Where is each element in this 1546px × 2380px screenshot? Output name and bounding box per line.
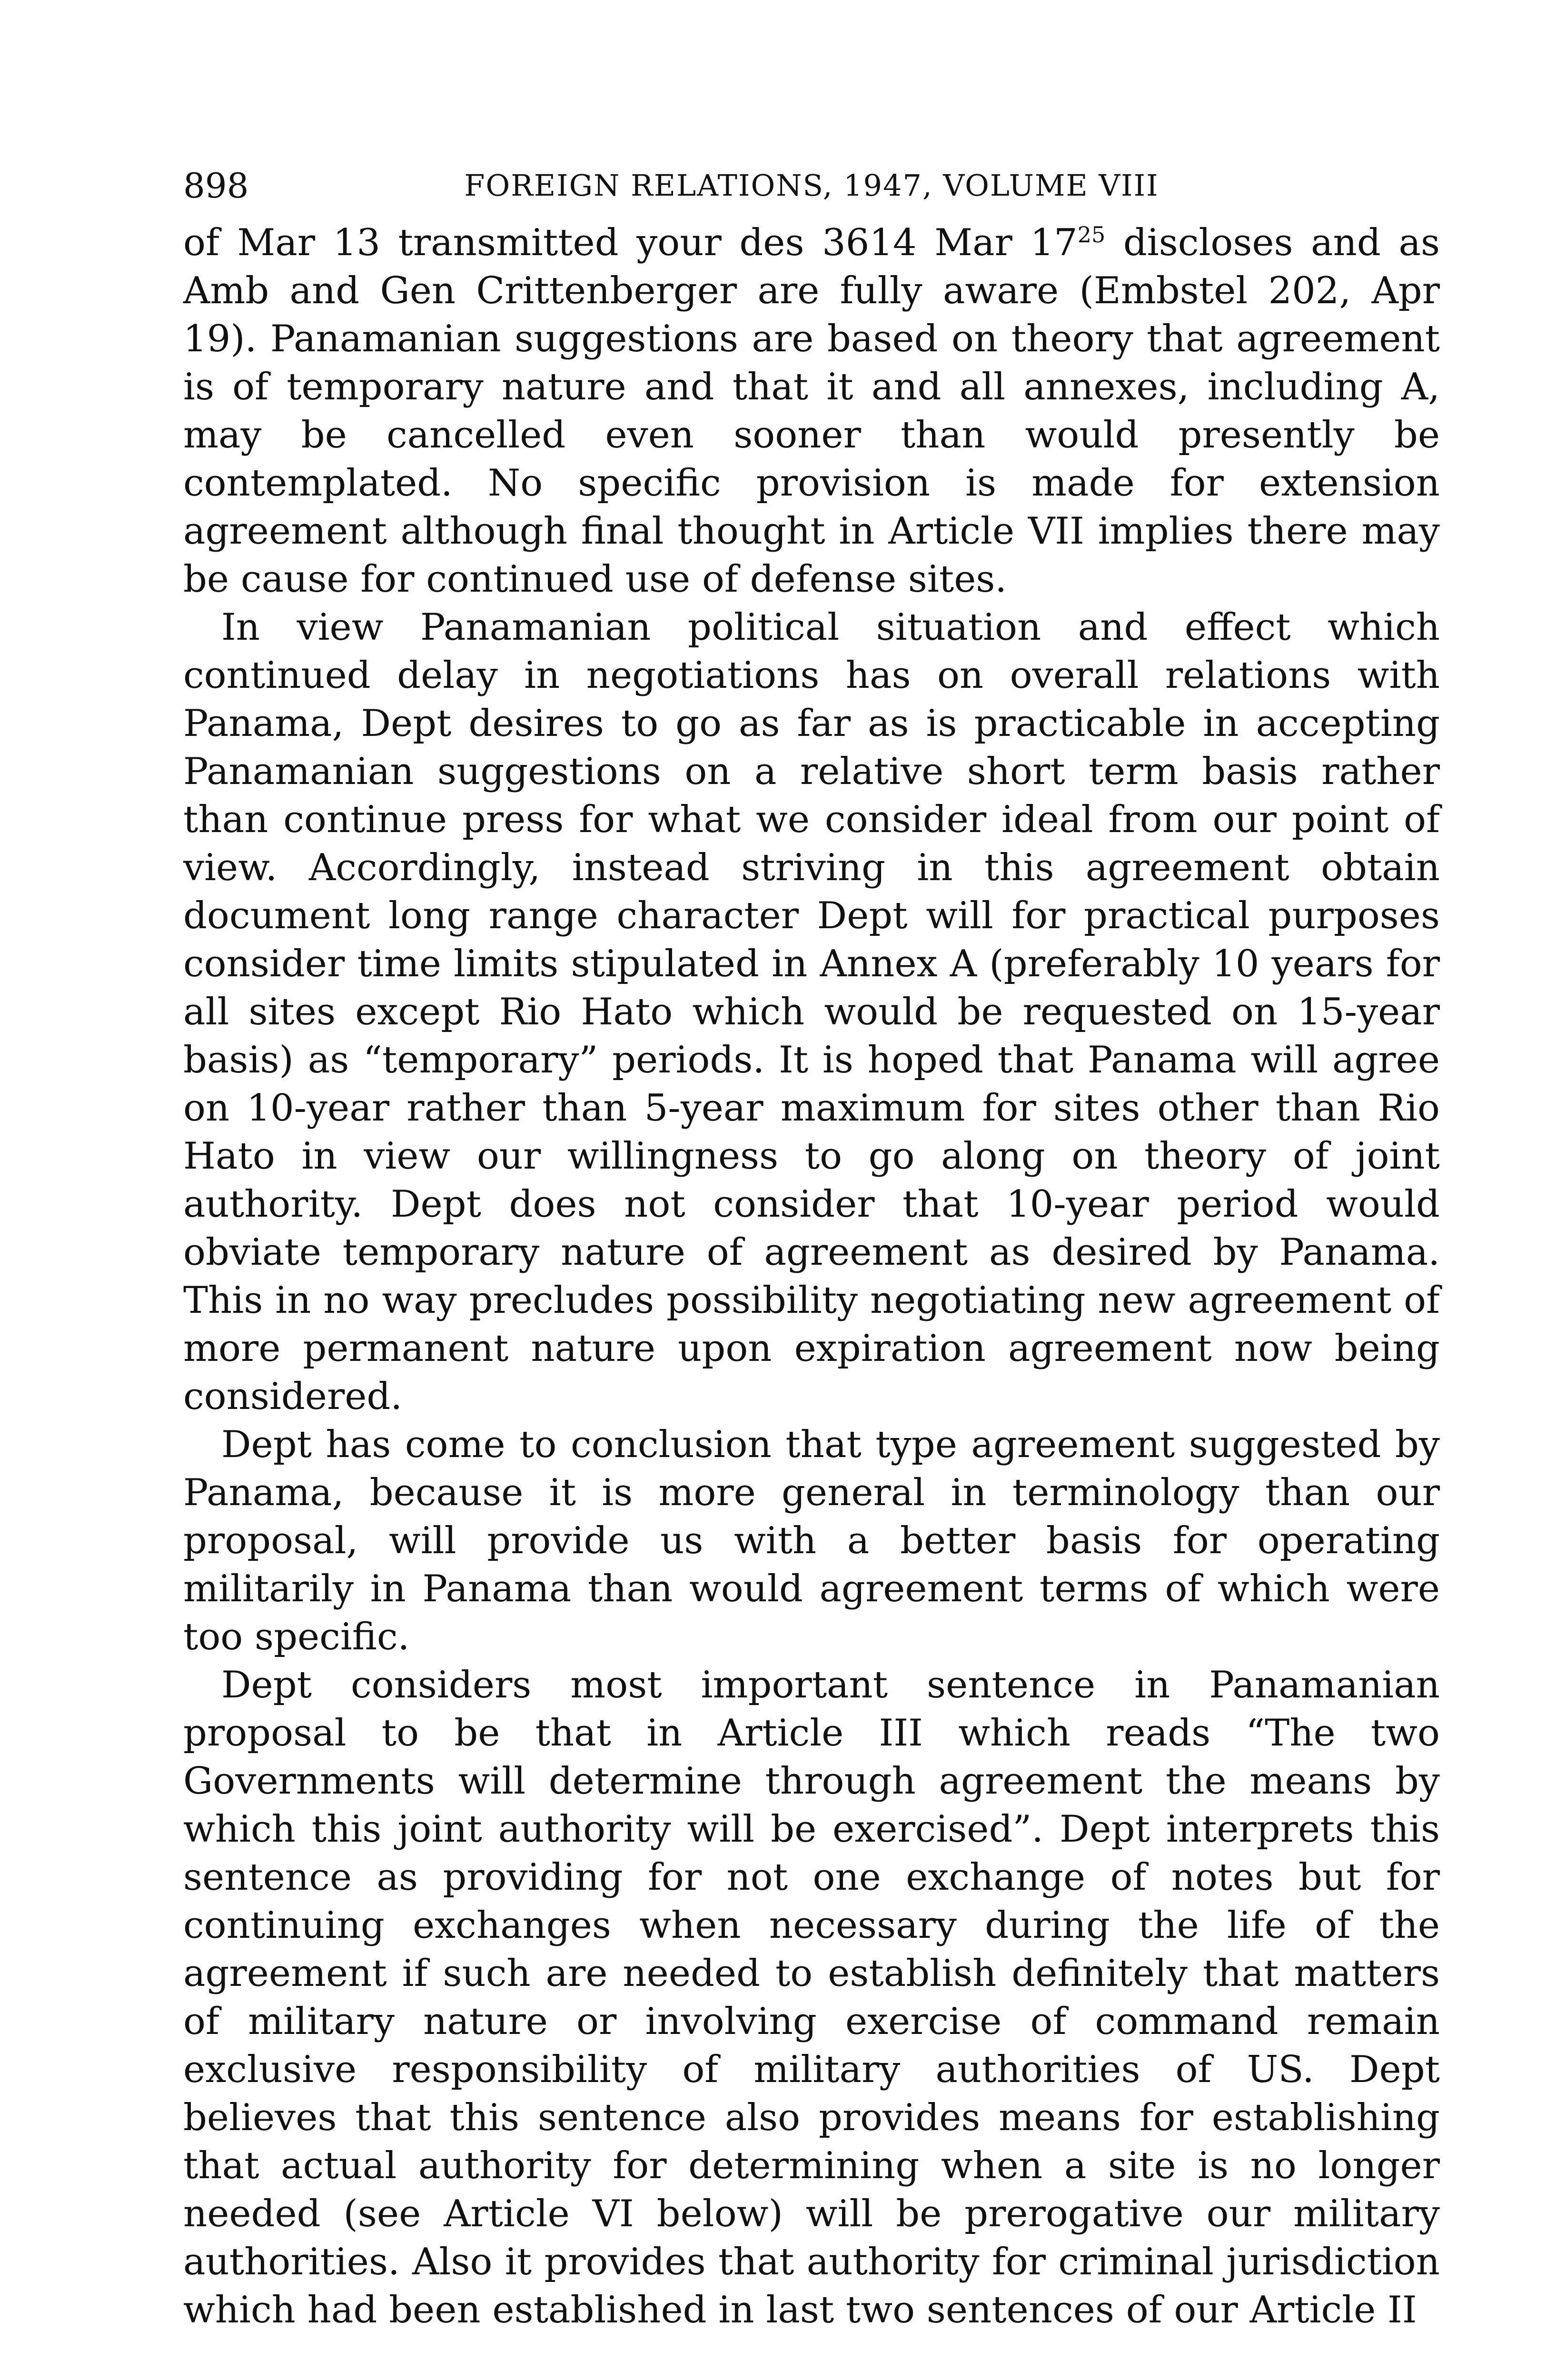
paragraph-1-text-a: of Mar 13 transmitted your des 3614 Mar 17 <box>183 221 1078 264</box>
paragraph-4: Dept considers most important sentence in Panamanian proposal to be that in Article III which reads “The two Governments will determine through agreement the means by which this joint authority will be exercised”. Dept interprets this sentence as providing for not one exchange of notes but for continuing exchanges when necessary during the life of the agreement if such are needed to establish definitely that matters of military nature or involving exercise of command remain exclusive responsibility of military authorities of US. Dept believes that this sentence also provides means for establishing that actual authority for determining when a site is no longer needed (see Article VI below) will be prerogative our military authorities. Also it provides that authority for criminal jurisdiction which had been established in last two sentences of our Article II <box>183 1664 1440 2331</box>
paragraph-1-text-b: discloses and as Amb and Gen Crittenberger are fully aware (Embstel 202, Apr 19). Panamanian suggestions are based on theory that agreement is of temporary nature and that it and all annexes, including A, may be cancelled even sooner than would presently be contemplated. No specific provision is made for extension agreement although final thought in Article VII implies there may be cause for continued use of defense sites. <box>183 221 1440 601</box>
document-page <box>183 157 1440 2334</box>
paragraph-3: Dept has come to conclusion that type agreement suggested by Panama, because it is more general in terminology than our proposal, will provide us with a better basis for operating militarily in Panama than would agreement terms of which were too specific. <box>183 1423 1440 1658</box>
page-header <box>183 157 1440 214</box>
paragraph-2: In view Panamanian political situation and effect which continued delay in negotiations has on overall relations with Panama, Dept desires to go as far as is practicable in accepting Panamanian suggestions on a relative short term basis rather than continue press for what we consider ideal from our point of view. Accordingly, instead striving in this agreement obtain document long range character Dept will for practical purposes consider time limits stipulated in Annex A (preferably 10 years for all sites except Rio Hato which would be requested on 15-year basis) as “temporary” periods. It is hoped that Panama will agree on 10-year rather than 5-year maximum for sites other than Rio Hato in view our willingness to go along on theory of joint authority. Dept does not consider that 10-year period would obviate temporary nature of agreement as desired by Panama. This in no way precludes possibility negotiating new agreement of more permanent nature upon expiration agreement now being considered. <box>183 606 1440 1418</box>
footnote-reference: 25 <box>1077 222 1106 248</box>
page-number: 898 <box>183 166 249 206</box>
running-head: FOREIGN RELATIONS, 1947, VOLUME VIII <box>464 168 1159 203</box>
body-text <box>183 219 1440 2334</box>
paragraph-1 <box>183 219 1440 604</box>
